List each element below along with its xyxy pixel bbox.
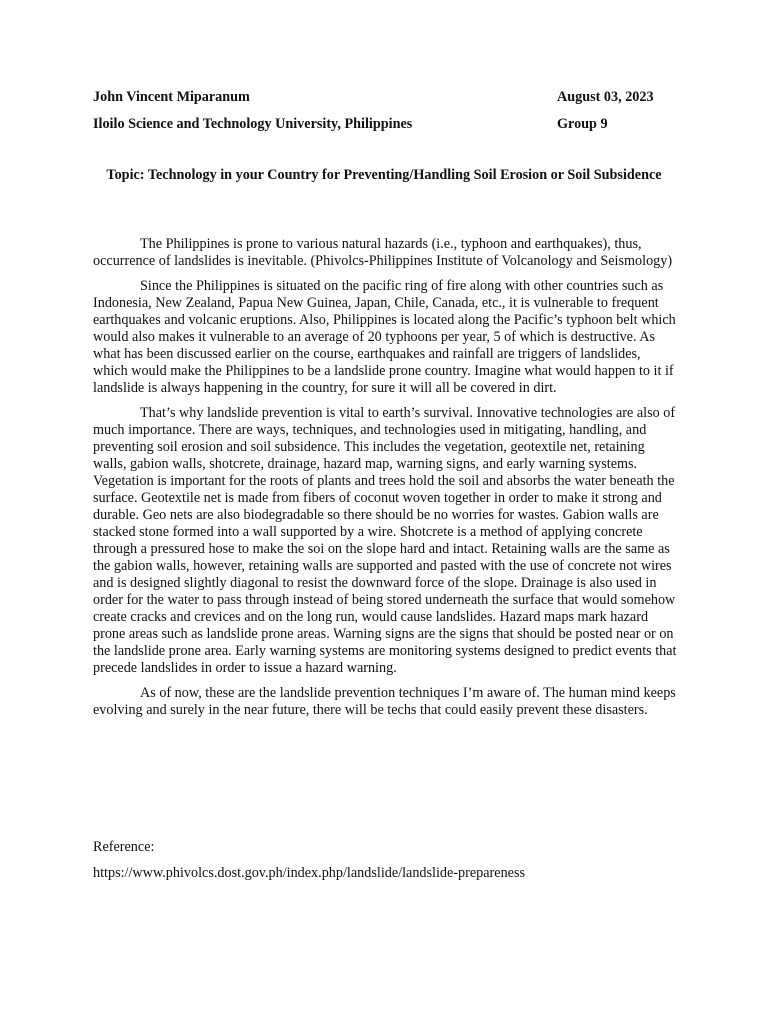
group-label: Group 9 — [557, 116, 608, 132]
institution-name: Iloilo Science and Technology University, Philippines — [93, 116, 413, 132]
document-date: August 03, 2023 — [557, 89, 654, 105]
essay-body — [93, 236, 677, 727]
paragraph-conclusion: As of now, these are the landslide prevention techniques I’m aware of. The human mind keeps evolving and surely in the near future, there will be techs that could easily prevent these disasters. — [93, 685, 676, 718]
reference-link[interactable]: https://www.phivolcs.dost.gov.ph/index.php/landslide/landslide-prepareness — [93, 865, 525, 881]
author-name: John Vincent Miparanum — [93, 89, 250, 105]
topic-title: Topic: Technology in your Country for Preventing/Handling Soil Erosion or Soil Subsidence — [106, 167, 662, 183]
paragraph-technologies: That’s why landslide prevention is vital to earth’s survival. Innovative technologies are also of much importance. There are ways, techniques, and technologies used in mitigating, handling, and preventing soil erosion and soil subsidence. This includes the vegetation, geotextile net, retaining walls, gabion walls, shotcrete, drainage, hazard map, warning signs, and early warning systems. Vegetation is important for the roots of plants and trees hold the soil and absorbs the water beneath the surface. Geotextile net is made from fibers of coconut woven together in order to make it strong and durable. Geo nets are also biodegradable so there should be no worries for wastes. Gabion walls are stacked stone formed into a wall supported by a wire. Shotcrete is a method of applying concrete through a pressured hose to make the soi on the slope hard and intact. Retaining walls are the same as the gabion walls, however, retaining walls are supported and pasted with the use of concrete not wires and is designed slightly diagonal to resist the downward force of the slope. Drainage is also used in order for the water to pass through instead of being stored underneath the surface that would somehow create cracks and crevices and on the long run, would cause landslides. Hazard maps mark hazard prone areas such as landslide prone areas. Warning signs are the signs that should be posted near or on the landslide prone area. Early warning systems are monitoring systems designed to predict events that precede landslides in order to issue a hazard warning. — [93, 405, 677, 676]
paragraph-geography: Since the Philippines is situated on the pacific ring of fire along with other countries such as Indonesia, New Zealand, Papua New Guinea, Japan, Chile, Canada, etc., it is vulnerable to frequent earthquakes and volcanic eruptions. Also, Philippines is located along the Pacific’s typhoon belt which would also makes it vulnerable to an average of 20 typhoons per year, 5 of which is destructive. As what has been discussed earlier on the course, earthquakes and rainfall are triggers of landslides, which would make the Philippines to be a landslide prone country. Imagine what would happen to it if landslide is always happening in the country, for sure it will all be covered in dirt. — [93, 278, 676, 396]
reference-label: Reference: — [93, 839, 155, 855]
paragraph-intro: The Philippines is prone to various natural hazards (i.e., typhoon and earthquakes), thus, occurrence of landslides is inevitable. (Phivolcs-Philippines Institute of Volcanology and Seismology) — [93, 236, 673, 269]
